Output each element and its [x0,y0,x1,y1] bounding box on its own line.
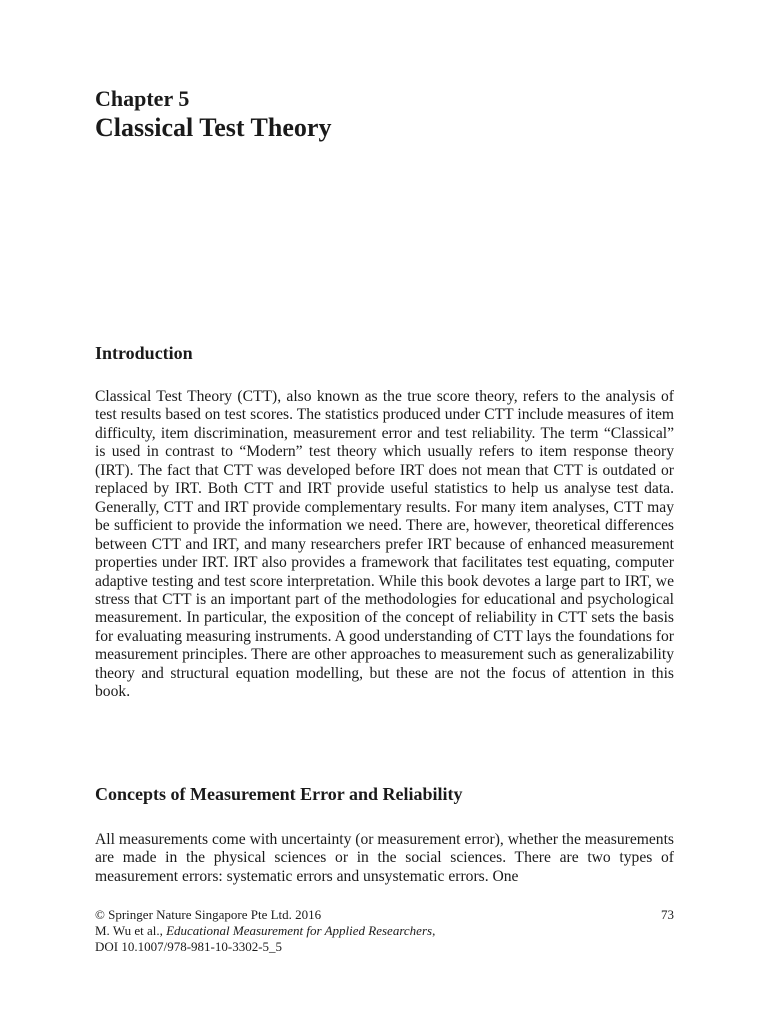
footer-authors: M. Wu et al., [95,923,163,938]
page-number: 73 [661,907,674,922]
footer [95,907,674,955]
measurement-error-paragraph: All measurements come with uncertainty (or measurement error), whether the measurements are made in the physical sciences or in the social sciences. There are two types of measurement errors: systematic errors and unsystematic errors. One [95,831,674,885]
introduction-paragraph: Classical Test Theory (CTT), also known as the true score theory, refers to the analysis of test results based on test scores. The statistics produced under CTT include measures of item difficulty, item discrimination, measurement error and test reliability. The term “Classical” is used in contrast to “Modern” test theory which usually refers to item response theory (IRT). The fact that CTT was developed before IRT does not mean that CTT is outdated or replaced by IRT. Both CTT and IRT provide useful statistics to help us analyse test data. Generally, CTT and IRT provide complementary results. For many item analyses, CTT may be sufficient to provide the information we need. There are, however, theoretical differences between CTT and IRT, and many researchers prefer IRT because of enhanced measurement properties under IRT. IRT also provides a framework that facilitates test equating, computer adaptive testing and test score interpretation. While this book devotes a large part to IRT, we stress that CTT is an important part of the methodologies for educational and psychological measurement. In particular, the exposition of the concept of reliability in CTT sets the basis for evaluating measuring instruments. A good understanding of CTT lays the foundations for measurement principles. There are other approaches to measurement such as generalizability theory and structural equation modelling, but these are not the focus of attention in this book. [95,388,674,701]
chapter-title: Classical Test Theory [95,113,332,142]
footer-book-title: Educational Measurement for Applied Researchers [166,923,433,938]
footer-book-title-suffix: , [432,923,436,938]
footer-citation [95,923,674,939]
section-heading-introduction: Introduction [95,343,193,363]
footer-doi: DOI 10.1007/978-981-10-3302-5_5 [95,939,283,954]
footer-copyright: © Springer Nature Singapore Pte Ltd. 2016 [95,907,322,922]
chapter-label: Chapter 5 [95,86,190,111]
section-heading-measurement-error: Concepts of Measurement Error and Reliability [95,784,463,804]
document-page [95,0,674,1024]
